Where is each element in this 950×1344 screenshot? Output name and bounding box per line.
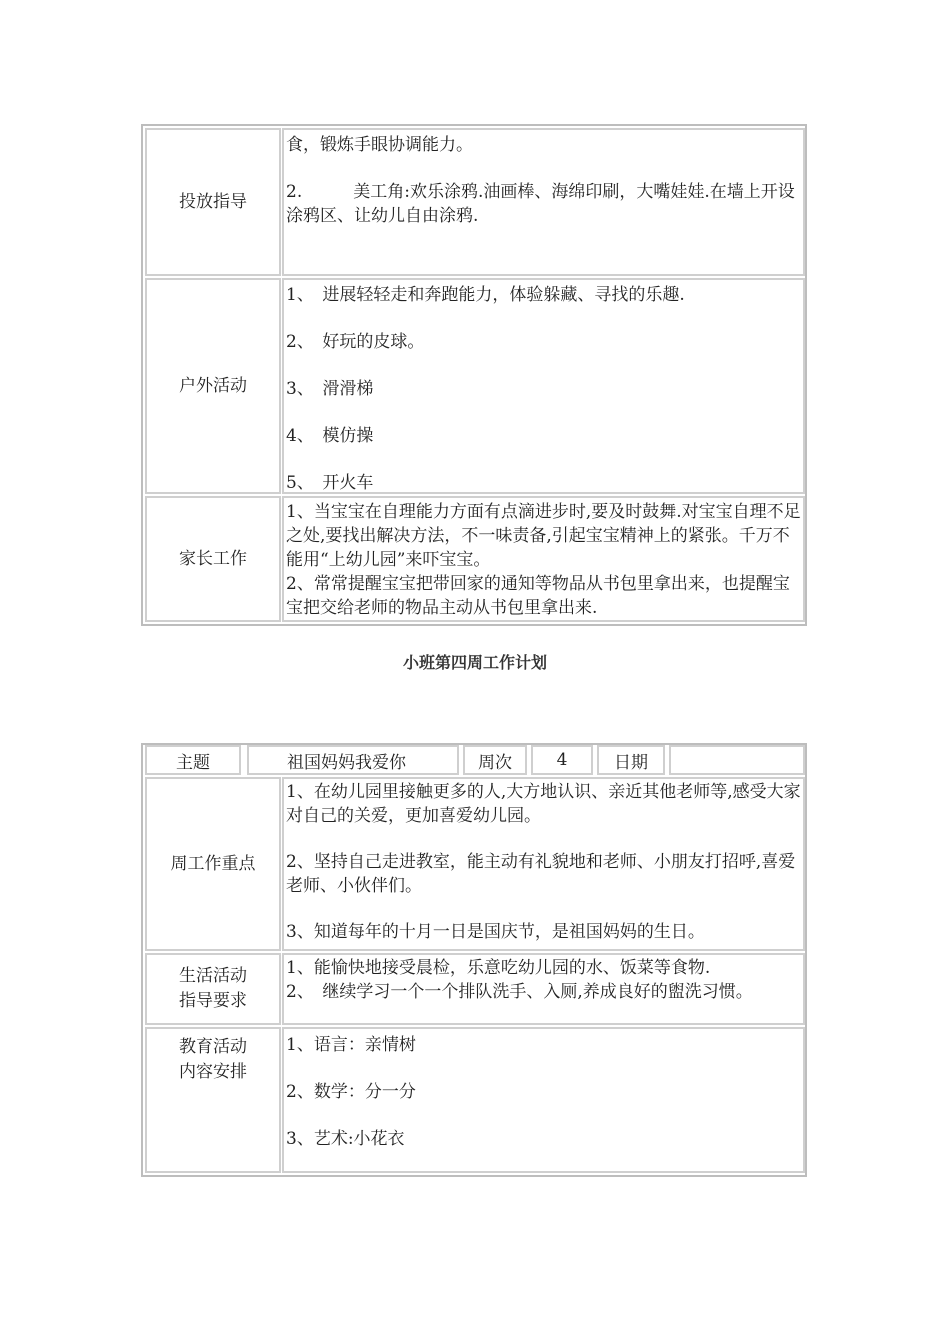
content-line: 2、常常提醒宝宝把带回家的通知等物品从书包里拿出来，也提醒宝宝把交给老师的物品主动从书包里拿出来. [286, 574, 790, 618]
content-line: 1、能愉快地接受晨检，乐意吃幼儿园的水、饭菜等食物. [286, 958, 711, 978]
row-content-parent-work [282, 496, 805, 622]
row-label-outdoor-activities [145, 278, 281, 494]
row-label-parent-work [145, 496, 281, 622]
row-label-text: 生活活动指导要求 [179, 966, 247, 1011]
row-label-education-activities [145, 1027, 281, 1173]
page-title: 小班第四周工作计划 [402, 653, 547, 672]
content-line: 3、 滑滑梯 [286, 379, 374, 399]
content-line: 2. 美工角:欢乐涂鸦.油画棒、海绵印刷，大嘴娃娃.在墙上开设涂鸦区、让幼儿自由涂鸦. [286, 182, 795, 226]
content-line: 1、在幼儿园里接触更多的人,大方地认识、亲近其他老师等,感受大家对自己的关爱，更加喜爱幼儿园。 [286, 782, 801, 826]
content-line: 1、当宝宝在自理能力方面有点滴进步时,要及时鼓舞.对宝宝自理不足之处,要找出解决方法，不一味责备,引起宝宝精神上的紧张。千万不能用“上幼儿园”来吓宝宝。 [286, 502, 801, 570]
row-content-weekly-focus [282, 777, 805, 951]
theme-label: 主题 [176, 752, 210, 773]
content-line: 4、 模仿操 [286, 426, 374, 446]
plan-table-continued [141, 124, 807, 626]
week-label-cell [463, 745, 527, 775]
date-label-cell [597, 745, 665, 775]
date-value-cell [669, 745, 805, 775]
content-line: 3、艺术:小花衣 [286, 1129, 405, 1149]
week-value-cell [531, 745, 593, 775]
row-label-daily-life-guidance [145, 953, 281, 1025]
theme-value: 祖国妈妈我爱你 [287, 752, 406, 773]
week-value: 4 [556, 750, 568, 770]
content-line: 食，锻炼手眼协调能力。 [286, 135, 473, 155]
week-label: 周次 [478, 752, 512, 773]
weekly-plan-table [141, 743, 807, 1177]
content-line: 5、 开火车 [286, 473, 374, 493]
date-label: 日期 [614, 752, 648, 773]
row-content-material-guidance [282, 128, 805, 276]
content-line: 1、语言：亲情树 [286, 1035, 416, 1055]
row-content-daily-life-guidance [282, 953, 805, 1025]
row-label-text: 家长工作 [179, 548, 247, 569]
row-content-education-activities [282, 1027, 805, 1173]
row-label-text: 周工作重点 [170, 853, 256, 874]
row-label-weekly-focus [145, 777, 281, 951]
content-line: 3、知道每年的十月一日是国庆节，是祖国妈妈的生日。 [286, 922, 705, 942]
row-content-outdoor-activities [282, 278, 805, 494]
content-line: 2、 继续学习一个一个排队洗手、入厕,养成良好的盥洗习惯。 [286, 982, 753, 1002]
content-line: 2、数学：分一分 [286, 1082, 416, 1102]
content-line: 2、 好玩的皮球。 [286, 332, 425, 352]
content-line: 1、 进展轻轻走和奔跑能力，体验躲藏、寻找的乐趣. [286, 285, 685, 305]
row-label-text: 户外活动 [179, 375, 247, 396]
theme-value-cell [247, 745, 459, 775]
theme-label-cell [145, 745, 241, 775]
row-label-text: 投放指导 [179, 191, 247, 212]
row-label-material-guidance [145, 128, 281, 276]
content-line: 2、坚持自己走进教室，能主动有礼貌地和老师、小朋友打招呼,喜爱老师、小伙伴们。 [286, 852, 796, 896]
row-label-text: 教育活动内容安排 [179, 1037, 247, 1082]
